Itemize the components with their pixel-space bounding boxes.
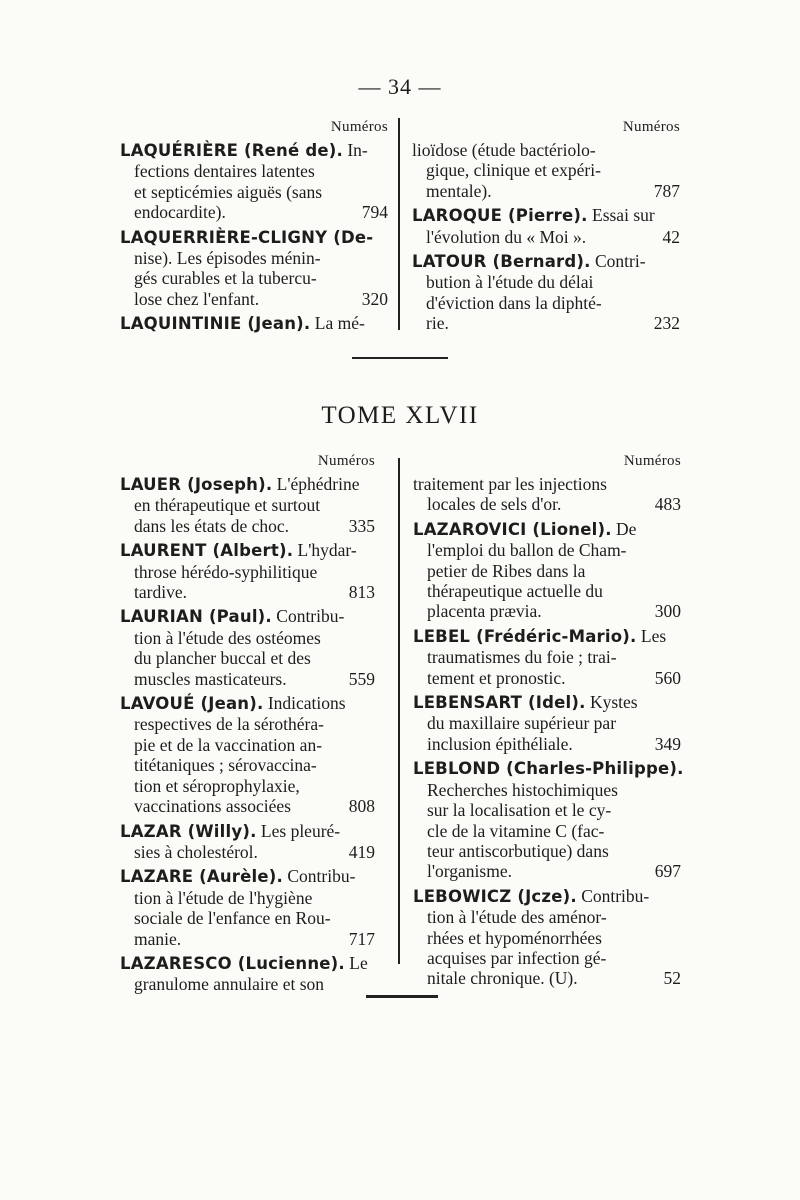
entry-number: 300 [654,601,681,622]
entry-line: sociale de l'enfance en Rou- [134,908,331,929]
entry-first-line [413,758,684,779]
entry-line: titétaniques ; sérovaccina- [134,755,317,776]
index-entry [413,692,681,754]
entry-line: thérapeutique actuelle du [427,581,603,602]
entry-title-start: Le [344,952,368,973]
index-entry [120,821,375,863]
entry-title-start: Contribu- [576,885,650,906]
index-entry [120,606,375,689]
entry-author: LATOUR (Bernard). [412,252,591,272]
entry-line: petier de Ribes dans la [427,560,586,581]
entry-line: Recherches histochimiques [427,779,618,800]
entry-line: tion à l'étude de l'hygiène [134,887,313,908]
entry-line: nise). Les épisodes ménin- [134,248,321,269]
entry-line: manie. 717 [134,928,375,949]
entry-line: lose chez l'enfant. 320 [134,288,388,309]
column-header: Numéros [330,119,388,135]
entry-first-line [120,313,388,334]
entry-line: vaccinations associées 808 [134,796,375,817]
entry-number: 808 [348,796,375,817]
bottom-right-column [413,452,684,993]
entry-line: respectives de la sérothéra- [134,714,324,735]
index-entry [120,693,375,816]
top-left-column [120,118,388,339]
entry-number: 813 [348,582,375,603]
entry-line: bution à l'étude du délai [426,272,594,293]
entry-line: du plancher buccal et des [134,648,311,669]
index-entry [120,540,375,602]
entry-line: acquises par infection gé- [427,947,607,968]
index-entry [120,140,388,223]
entry-line: granulome annulaire et son [134,974,325,995]
entry-line: en thérapeutique et surtout [134,495,321,516]
entry-number: 349 [654,733,681,754]
entry-title-start: De [611,518,637,539]
entry-author: LAZARESCO (Lucienne). [120,953,345,973]
index-entry [413,886,681,989]
entry-first-line [120,606,375,627]
column-divider-top [398,118,400,330]
entry-first-line [412,205,680,226]
index-entry [412,140,680,201]
entry-first-line [120,821,375,842]
index-entry [120,953,375,995]
entry-number: 794 [361,202,388,223]
entry-author: LAZARE (Aurèle). [120,867,283,887]
entry-number: 559 [348,668,375,689]
entry-number: 419 [348,841,375,862]
entry-line: l'organisme. 697 [427,861,681,882]
entry-line: tion à l'étude des ostéomes [134,627,321,648]
entry-line: et septicémies aiguës (sans [134,181,323,202]
entry-author: LAURENT (Albert). [120,541,294,561]
entry-line: du maxillaire supérieur par [427,713,617,734]
entry-author: LEBOWICZ (Jcze). [413,886,577,906]
entry-author: LEBENSART (Idel). [413,693,586,713]
entry-title-start: Les [636,625,667,646]
section-title: TOME XLVII [321,402,479,429]
index-entry [413,758,684,882]
bottom-section [0,452,800,995]
entry-title-start: Contribu- [271,606,345,627]
entry-first-line [413,692,681,713]
index-entry [120,227,388,310]
entry-line: tion à l'étude des aménor- [427,907,607,928]
entry-line: l'emploi du ballon de Cham- [427,540,627,561]
entry-line: tion et séroprophylaxie, [134,775,300,796]
end-separator [366,995,438,998]
entry-line: nitale chronique. (U). 52 [427,968,681,989]
entry-line: dans les états de choc. 335 [134,515,375,536]
entry-line: sur la localisation et le cy- [427,800,612,821]
entry-line: locales de sels d'or. 483 [427,494,681,515]
entry-line: pie et de la vaccination an- [134,734,323,755]
entry-line: rie. 232 [426,313,680,334]
entry-first-line [120,540,375,561]
entry-first-line [120,140,388,161]
index-entry [413,519,681,622]
index-entry [120,313,388,334]
entry-author: LAUER (Joseph). [120,475,273,494]
entry-number: 483 [654,494,681,515]
entry-line: fections dentaires latentes [134,161,315,182]
entry-author: LAQUINTINIE (Jean). [120,314,311,334]
entry-title-start: Les pleuré- [256,820,341,841]
entry-first-line [120,474,375,495]
page-number: — 34 — [358,74,442,99]
entry-line: gés curables et la tubercu- [134,268,317,289]
entry-number: 717 [348,928,375,949]
entry-line: tement et pronostic. 560 [427,667,681,688]
entry-title-start: traitement par les injections [413,474,607,494]
entry-number: 335 [348,515,375,536]
entry-number: 320 [361,288,388,309]
entry-line: muscles masticateurs. 559 [134,668,375,689]
entry-author: LAZAR (Willy). [120,821,257,841]
entry-first-line [413,519,681,540]
entry-first-line [413,474,681,494]
entry-first-line [413,886,681,907]
entry-title-start: Kystes [585,692,638,713]
entry-first-line [412,251,680,272]
entry-number: 52 [663,968,681,989]
entry-line: teur antiscorbutique) dans [427,840,609,861]
entry-title-start: Contri- [590,251,646,272]
top-section [0,118,800,340]
entry-title-start: Contribu- [282,866,356,887]
index-entry [413,474,681,515]
index-entry [412,205,680,247]
entry-line: inclusion épithéliale. 349 [427,733,681,754]
entry-number: 560 [654,667,681,688]
entry-line: l'évolution du « Moi ». 42 [426,226,680,247]
column-header: Numéros [623,453,681,469]
entry-number: 42 [662,226,680,247]
entry-first-line [120,953,375,974]
entry-line: throse hérédo-syphilitique [134,561,318,582]
entry-line: endocardite). 794 [134,202,388,223]
entry-title-start: L'hydar- [293,540,357,561]
entry-line: placenta prævia. 300 [427,601,681,622]
entry-line: gique, clinique et expéri- [426,160,601,181]
entry-line: traumatismes du foie ; trai- [427,647,617,668]
top-right-column [412,118,680,338]
index-entry [412,251,680,334]
entry-line: sies à cholestérol. 419 [134,841,375,862]
entry-author: LAROQUE (Pierre). [412,206,588,226]
entry-first-line [413,626,681,647]
entry-author: LEBEL (Frédéric-Mario). [413,626,637,646]
entry-author: LAQUÉRIÈRE (René de). [120,141,343,160]
entry-author: LEBLOND (Charles-Philippe). [413,759,684,779]
section-separator [352,357,448,359]
entry-first-line [120,227,388,248]
entry-first-line [120,866,375,887]
entry-title-start: Essai sur [587,205,655,226]
entry-author: LAVOUÉ (Jean). [120,694,264,714]
entry-first-line [120,693,375,714]
index-entry [413,626,681,688]
entry-number: 787 [653,180,680,201]
bottom-left-column [120,452,375,999]
entry-title-start: Indications [263,693,346,714]
entry-author: LAURIAN (Paul). [120,607,272,627]
entry-title-start: In- [342,140,368,160]
entry-line: mentale). 787 [426,180,680,201]
entry-line: d'éviction dans la diphté- [426,292,602,313]
entry-line: rhées et hypoménorrhées [427,927,602,948]
entry-number: 697 [654,861,681,882]
entry-number: 232 [653,313,680,334]
entry-author: LAZAROVICI (Lionel). [413,519,612,539]
entry-title-start: lioïdose (étude bactériolo- [412,140,596,160]
index-entry [120,866,375,949]
column-header: Numéros [317,453,375,469]
entry-author: LAQUERRIÈRE-CLIGNY (De- [120,227,374,247]
index-entry [120,474,375,536]
entry-line: cle de la vitamine C (fac- [427,820,605,841]
entry-first-line [412,140,680,160]
entry-title-start: L'éphédrine [272,474,360,494]
column-header: Numéros [622,119,680,135]
entry-line: tardive. 813 [134,582,375,603]
entry-title-start: La mé- [310,313,365,334]
column-divider-bottom [398,458,400,964]
